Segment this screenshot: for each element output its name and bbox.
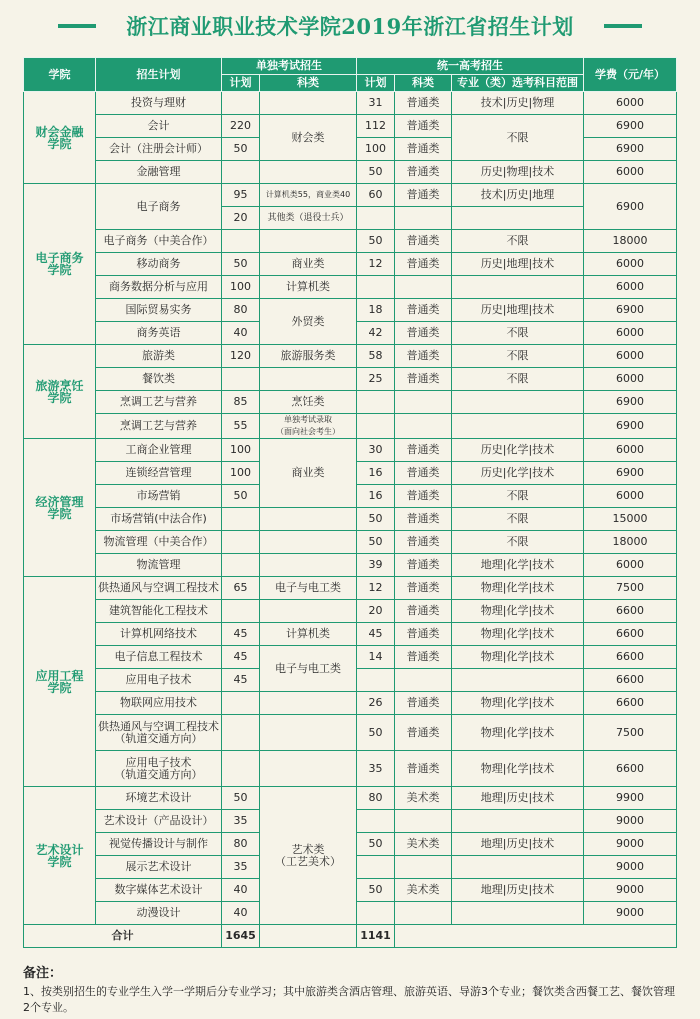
table-row (24, 230, 677, 253)
major-cell: 动漫设计 (96, 902, 222, 925)
single-category-cell: 旅游服务类 (260, 345, 357, 368)
header-plan: 招生计划 (96, 58, 222, 92)
fee-cell: 6600 (584, 623, 677, 646)
unified-count-cell: 60 (357, 184, 395, 207)
total-label: 合计 (24, 925, 222, 948)
major-cell: 应用电子技术 (96, 669, 222, 692)
unified-count-cell (357, 810, 395, 833)
single-count-cell (222, 600, 260, 623)
subjects-cell (452, 902, 584, 925)
header-unified-exam: 统一高考招生 (357, 58, 584, 75)
fee-cell: 6900 (584, 184, 677, 230)
unified-count-cell (357, 856, 395, 879)
subjects-cell: 物理|化学|技术 (452, 623, 584, 646)
subjects-cell (452, 391, 584, 414)
unified-category-cell: 普通类 (395, 600, 452, 623)
unified-category-cell (395, 669, 452, 692)
subjects-cell (452, 669, 584, 692)
unified-category-cell: 普通类 (395, 299, 452, 322)
single-category-cell: 计算机类 (260, 276, 357, 299)
major-cell: 视觉传播设计与制作 (96, 833, 222, 856)
table-row (24, 531, 677, 554)
single-count-cell: 50 (222, 253, 260, 276)
subjects-cell (452, 414, 584, 439)
major-cell: 烹调工艺与营养 (96, 391, 222, 414)
header-count: 计划 (222, 75, 260, 92)
unified-category-cell: 普通类 (395, 577, 452, 600)
single-count-cell: 100 (222, 276, 260, 299)
major-cell: 应用电子技术 （轨道交通方向） (96, 751, 222, 787)
single-category-cell (260, 230, 357, 253)
single-count-cell (222, 692, 260, 715)
table-row (24, 577, 677, 600)
notes-text: 1、按类别招生的专业学生入学一学期后分专业学习；其中旅游类含酒店管理、旅游英语、导游3个专业；餐饮类含西餐工艺、餐饮管理2个专业。 (23, 985, 675, 1014)
fee-cell: 9900 (584, 787, 677, 810)
subjects-cell: 物理|化学|技术 (452, 600, 584, 623)
major-cell: 建筑智能化工程技术 (96, 600, 222, 623)
single-count-cell: 35 (222, 810, 260, 833)
unified-count-cell: 12 (357, 577, 395, 600)
single-category-cell: 计算机类55，商业类40 (260, 184, 357, 207)
notes-title: 备注： (23, 966, 63, 981)
unified-count-cell: 100 (357, 138, 395, 161)
header-single-exam: 单独考试招生 (222, 58, 357, 75)
single-count-cell: 95 (222, 184, 260, 207)
fee-cell: 6000 (584, 161, 677, 184)
single-category-cell (260, 751, 357, 787)
single-category-cell: 其他类（退役士兵） (260, 207, 357, 230)
title-bar (0, 0, 700, 52)
table-row (24, 751, 677, 787)
subjects-cell: 不限 (452, 368, 584, 391)
table-row (24, 692, 677, 715)
single-category-cell (260, 161, 357, 184)
unified-count-cell: 50 (357, 508, 395, 531)
single-count-cell (222, 751, 260, 787)
single-category-cell: 电子与电工类 (260, 646, 357, 692)
single-count-cell: 45 (222, 669, 260, 692)
major-cell: 商务数据分析与应用 (96, 276, 222, 299)
single-count-cell: 80 (222, 833, 260, 856)
subjects-cell: 地理|历史|技术 (452, 833, 584, 856)
single-category-cell (260, 368, 357, 391)
single-count-cell: 100 (222, 439, 260, 462)
unified-count-cell: 31 (357, 92, 395, 115)
table-row (24, 623, 677, 646)
table-row (24, 646, 677, 669)
unified-category-cell: 普通类 (395, 485, 452, 508)
total-unified-count: 1141 (357, 925, 395, 948)
unified-count-cell (357, 669, 395, 692)
fee-cell: 15000 (584, 508, 677, 531)
major-cell: 电子信息工程技术 (96, 646, 222, 669)
unified-count-cell: 39 (357, 554, 395, 577)
fee-cell: 6000 (584, 368, 677, 391)
college-name: 旅游烹饪 学院 (24, 345, 96, 439)
unified-category-cell: 美术类 (395, 833, 452, 856)
unified-category-cell (395, 391, 452, 414)
single-category-cell: 单独考试录取 （面向社会考生） (260, 414, 357, 439)
unified-category-cell: 普通类 (395, 531, 452, 554)
major-cell: 会计 (96, 115, 222, 138)
header-subjects: 专业（类）选考科目范围 (452, 75, 584, 92)
fee-cell: 6600 (584, 646, 677, 669)
table-row (24, 439, 677, 462)
single-count-cell: 85 (222, 391, 260, 414)
fee-cell: 18000 (584, 230, 677, 253)
unified-count-cell: 12 (357, 253, 395, 276)
fee-cell: 6900 (584, 462, 677, 485)
unified-category-cell (395, 902, 452, 925)
single-count-cell (222, 368, 260, 391)
major-cell: 市场营销 (96, 485, 222, 508)
single-category-cell (260, 692, 357, 715)
major-cell: 连锁经营管理 (96, 462, 222, 485)
unified-count-cell: 18 (357, 299, 395, 322)
unified-category-cell (395, 810, 452, 833)
table-row (24, 715, 677, 751)
single-count-cell (222, 230, 260, 253)
subjects-cell: 技术|历史|地理 (452, 184, 584, 207)
table-row (24, 368, 677, 391)
header-college: 学院 (24, 58, 96, 92)
unified-count-cell: 50 (357, 879, 395, 902)
unified-category-cell: 普通类 (395, 345, 452, 368)
unified-category-cell: 普通类 (395, 751, 452, 787)
subjects-cell: 不限 (452, 322, 584, 345)
single-category-cell (260, 92, 357, 115)
unified-category-cell: 普通类 (395, 253, 452, 276)
fee-cell: 6900 (584, 138, 677, 161)
table-row (24, 391, 677, 414)
single-category-cell (260, 715, 357, 751)
single-count-cell: 220 (222, 115, 260, 138)
major-cell: 电子商务 (96, 184, 222, 230)
major-cell: 环境艺术设计 (96, 787, 222, 810)
subjects-cell (452, 810, 584, 833)
single-category-cell: 计算机类 (260, 623, 357, 646)
fee-cell: 9000 (584, 856, 677, 879)
single-count-cell (222, 161, 260, 184)
subjects-cell: 历史|化学|技术 (452, 439, 584, 462)
single-count-cell (222, 92, 260, 115)
major-cell: 国际贸易实务 (96, 299, 222, 322)
fee-cell: 6900 (584, 391, 677, 414)
table-row (24, 600, 677, 623)
fee-cell: 6000 (584, 345, 677, 368)
college-name: 财会金融 学院 (24, 92, 96, 184)
fee-cell: 6000 (584, 322, 677, 345)
fee-cell: 9000 (584, 902, 677, 925)
unified-count-cell: 14 (357, 646, 395, 669)
fee-cell: 6900 (584, 414, 677, 439)
fee-cell: 6000 (584, 554, 677, 577)
subjects-cell: 地理|历史|技术 (452, 879, 584, 902)
unified-count-cell (357, 276, 395, 299)
table-row (24, 299, 677, 322)
unified-count-cell: 16 (357, 462, 395, 485)
subjects-cell: 地理|历史|技术 (452, 787, 584, 810)
fee-cell: 6600 (584, 669, 677, 692)
unified-count-cell: 112 (357, 115, 395, 138)
subjects-cell: 物理|化学|技术 (452, 715, 584, 751)
unified-category-cell: 普通类 (395, 554, 452, 577)
single-count-cell: 100 (222, 462, 260, 485)
single-count-cell: 45 (222, 646, 260, 669)
single-count-cell: 45 (222, 623, 260, 646)
unified-count-cell: 25 (357, 368, 395, 391)
major-cell: 会计（注册会计师） (96, 138, 222, 161)
single-category-cell: 烹饪类 (260, 391, 357, 414)
major-cell: 供热通风与空调工程技术 (96, 577, 222, 600)
fee-cell: 6600 (584, 692, 677, 715)
unified-category-cell (395, 276, 452, 299)
unified-category-cell: 美术类 (395, 879, 452, 902)
fee-cell: 6600 (584, 600, 677, 623)
single-category-cell (260, 600, 357, 623)
major-cell: 烹调工艺与营养 (96, 414, 222, 439)
header-category: 科类 (260, 75, 357, 92)
fee-cell: 6000 (584, 439, 677, 462)
single-count-cell: 55 (222, 414, 260, 439)
major-cell: 供热通风与空调工程技术 （轨道交通方向） (96, 715, 222, 751)
unified-category-cell: 普通类 (395, 646, 452, 669)
single-category-cell: 外贸类 (260, 299, 357, 345)
table-row (24, 414, 677, 439)
table-row (24, 787, 677, 810)
single-count-cell: 40 (222, 879, 260, 902)
unified-count-cell: 26 (357, 692, 395, 715)
unified-category-cell: 普通类 (395, 184, 452, 207)
table-row (24, 554, 677, 577)
major-cell: 计算机网络技术 (96, 623, 222, 646)
unified-count-cell (357, 902, 395, 925)
unified-category-cell (395, 207, 452, 230)
subjects-cell: 不限 (452, 485, 584, 508)
subjects-cell: 物理|化学|技术 (452, 646, 584, 669)
major-cell: 商务英语 (96, 322, 222, 345)
single-count-cell (222, 531, 260, 554)
major-cell: 工商企业管理 (96, 439, 222, 462)
unified-count-cell: 58 (357, 345, 395, 368)
subjects-cell (452, 856, 584, 879)
header-count: 计划 (357, 75, 395, 92)
unified-count-cell: 16 (357, 485, 395, 508)
major-cell: 艺术设计（产品设计） (96, 810, 222, 833)
fee-cell: 7500 (584, 577, 677, 600)
unified-count-cell: 30 (357, 439, 395, 462)
table-row (24, 508, 677, 531)
unified-category-cell: 普通类 (395, 439, 452, 462)
table-row (24, 161, 677, 184)
title-decor-line (604, 24, 642, 28)
major-cell: 展示艺术设计 (96, 856, 222, 879)
major-cell: 旅游类 (96, 345, 222, 368)
header-category: 科类 (395, 75, 452, 92)
unified-category-cell: 普通类 (395, 692, 452, 715)
subjects-cell (452, 207, 584, 230)
single-category-cell: 商业类 (260, 439, 357, 508)
fee-cell: 9000 (584, 879, 677, 902)
single-count-cell: 40 (222, 322, 260, 345)
unified-count-cell: 45 (357, 623, 395, 646)
unified-count-cell: 35 (357, 751, 395, 787)
unified-category-cell: 普通类 (395, 115, 452, 138)
unified-count-cell (357, 414, 395, 439)
subjects-cell (452, 276, 584, 299)
subjects-cell: 历史|物理|技术 (452, 161, 584, 184)
subjects-cell: 不限 (452, 230, 584, 253)
single-category-cell (260, 531, 357, 554)
unified-category-cell (395, 856, 452, 879)
college-name: 经济管理 学院 (24, 439, 96, 577)
single-count-cell: 120 (222, 345, 260, 368)
unified-category-cell: 普通类 (395, 368, 452, 391)
subjects-cell: 历史|地理|技术 (452, 253, 584, 276)
unified-category-cell: 美术类 (395, 787, 452, 810)
subjects-cell: 不限 (452, 508, 584, 531)
single-count-cell (222, 508, 260, 531)
unified-category-cell: 普通类 (395, 92, 452, 115)
single-count-cell: 35 (222, 856, 260, 879)
major-cell: 移动商务 (96, 253, 222, 276)
fee-cell: 7500 (584, 715, 677, 751)
unified-count-cell: 50 (357, 161, 395, 184)
major-cell: 市场营销(中法合作) (96, 508, 222, 531)
subjects-cell: 不限 (452, 531, 584, 554)
major-cell: 餐饮类 (96, 368, 222, 391)
unified-count-cell: 20 (357, 600, 395, 623)
major-cell: 数字媒体艺术设计 (96, 879, 222, 902)
single-category-cell: 艺术类 （工艺美术） (260, 787, 357, 925)
fee-cell: 6900 (584, 299, 677, 322)
unified-category-cell: 普通类 (395, 161, 452, 184)
unified-count-cell: 50 (357, 715, 395, 751)
fee-cell: 6000 (584, 253, 677, 276)
header-fee: 学费（元/年） (584, 58, 677, 92)
fee-cell: 6000 (584, 485, 677, 508)
subjects-cell: 物理|化学|技术 (452, 692, 584, 715)
major-cell: 金融管理 (96, 161, 222, 184)
single-count-cell: 20 (222, 207, 260, 230)
single-count-cell: 65 (222, 577, 260, 600)
notes-section (23, 962, 678, 1016)
unified-category-cell (395, 414, 452, 439)
unified-category-cell: 普通类 (395, 322, 452, 345)
single-category-cell (260, 554, 357, 577)
single-count-cell (222, 554, 260, 577)
college-name: 艺术设计 学院 (24, 787, 96, 925)
unified-category-cell: 普通类 (395, 138, 452, 161)
table-row (24, 253, 677, 276)
fee-cell: 6900 (584, 115, 677, 138)
unified-count-cell: 42 (357, 322, 395, 345)
single-category-cell: 电子与电工类 (260, 577, 357, 600)
fee-cell: 9000 (584, 810, 677, 833)
subjects-cell: 地理|化学|技术 (452, 554, 584, 577)
major-cell: 投资与理财 (96, 92, 222, 115)
subjects-cell: 历史|化学|技术 (452, 462, 584, 485)
single-count-cell: 40 (222, 902, 260, 925)
major-cell: 物联网应用技术 (96, 692, 222, 715)
major-cell: 物流管理（中美合作） (96, 531, 222, 554)
unified-count-cell (357, 207, 395, 230)
table-row (24, 92, 677, 115)
fee-cell: 9000 (584, 833, 677, 856)
fee-cell: 6600 (584, 751, 677, 787)
single-count-cell: 50 (222, 485, 260, 508)
single-category-cell (260, 508, 357, 531)
unified-category-cell: 普通类 (395, 623, 452, 646)
fee-cell: 6000 (584, 276, 677, 299)
subjects-cell: 物理|化学|技术 (452, 577, 584, 600)
single-count-cell (222, 715, 260, 751)
table-row (24, 345, 677, 368)
title-decor-line (58, 24, 96, 28)
unified-count-cell: 50 (357, 230, 395, 253)
college-name: 应用工程 学院 (24, 577, 96, 787)
subjects-cell: 不限 (452, 115, 584, 161)
unified-count-cell: 50 (357, 531, 395, 554)
unified-count-cell: 80 (357, 787, 395, 810)
total-empty (395, 925, 677, 948)
major-cell: 电子商务（中美合作） (96, 230, 222, 253)
total-single-count: 1645 (222, 925, 260, 948)
table-row (24, 276, 677, 299)
unified-category-cell: 普通类 (395, 230, 452, 253)
table-row (24, 115, 677, 138)
fee-cell: 6000 (584, 92, 677, 115)
page-title: 浙江商业职业技术学院2019年浙江省招生计划 (126, 14, 574, 39)
unified-category-cell: 普通类 (395, 462, 452, 485)
single-category-cell: 商业类 (260, 253, 357, 276)
single-count-cell: 80 (222, 299, 260, 322)
total-row (24, 925, 677, 948)
single-count-cell: 50 (222, 138, 260, 161)
enrollment-plan-table (23, 57, 677, 948)
college-name: 电子商务 学院 (24, 184, 96, 345)
unified-count-cell: 50 (357, 833, 395, 856)
unified-category-cell: 普通类 (395, 715, 452, 751)
total-empty (260, 925, 357, 948)
single-count-cell: 50 (222, 787, 260, 810)
unified-count-cell (357, 391, 395, 414)
subjects-cell: 历史|地理|技术 (452, 299, 584, 322)
unified-category-cell: 普通类 (395, 508, 452, 531)
subjects-cell: 技术|历史|物理 (452, 92, 584, 115)
fee-cell: 18000 (584, 531, 677, 554)
major-cell: 物流管理 (96, 554, 222, 577)
single-category-cell: 财会类 (260, 115, 357, 161)
subjects-cell: 物理|化学|技术 (452, 751, 584, 787)
subjects-cell: 不限 (452, 345, 584, 368)
table-row (24, 184, 677, 207)
